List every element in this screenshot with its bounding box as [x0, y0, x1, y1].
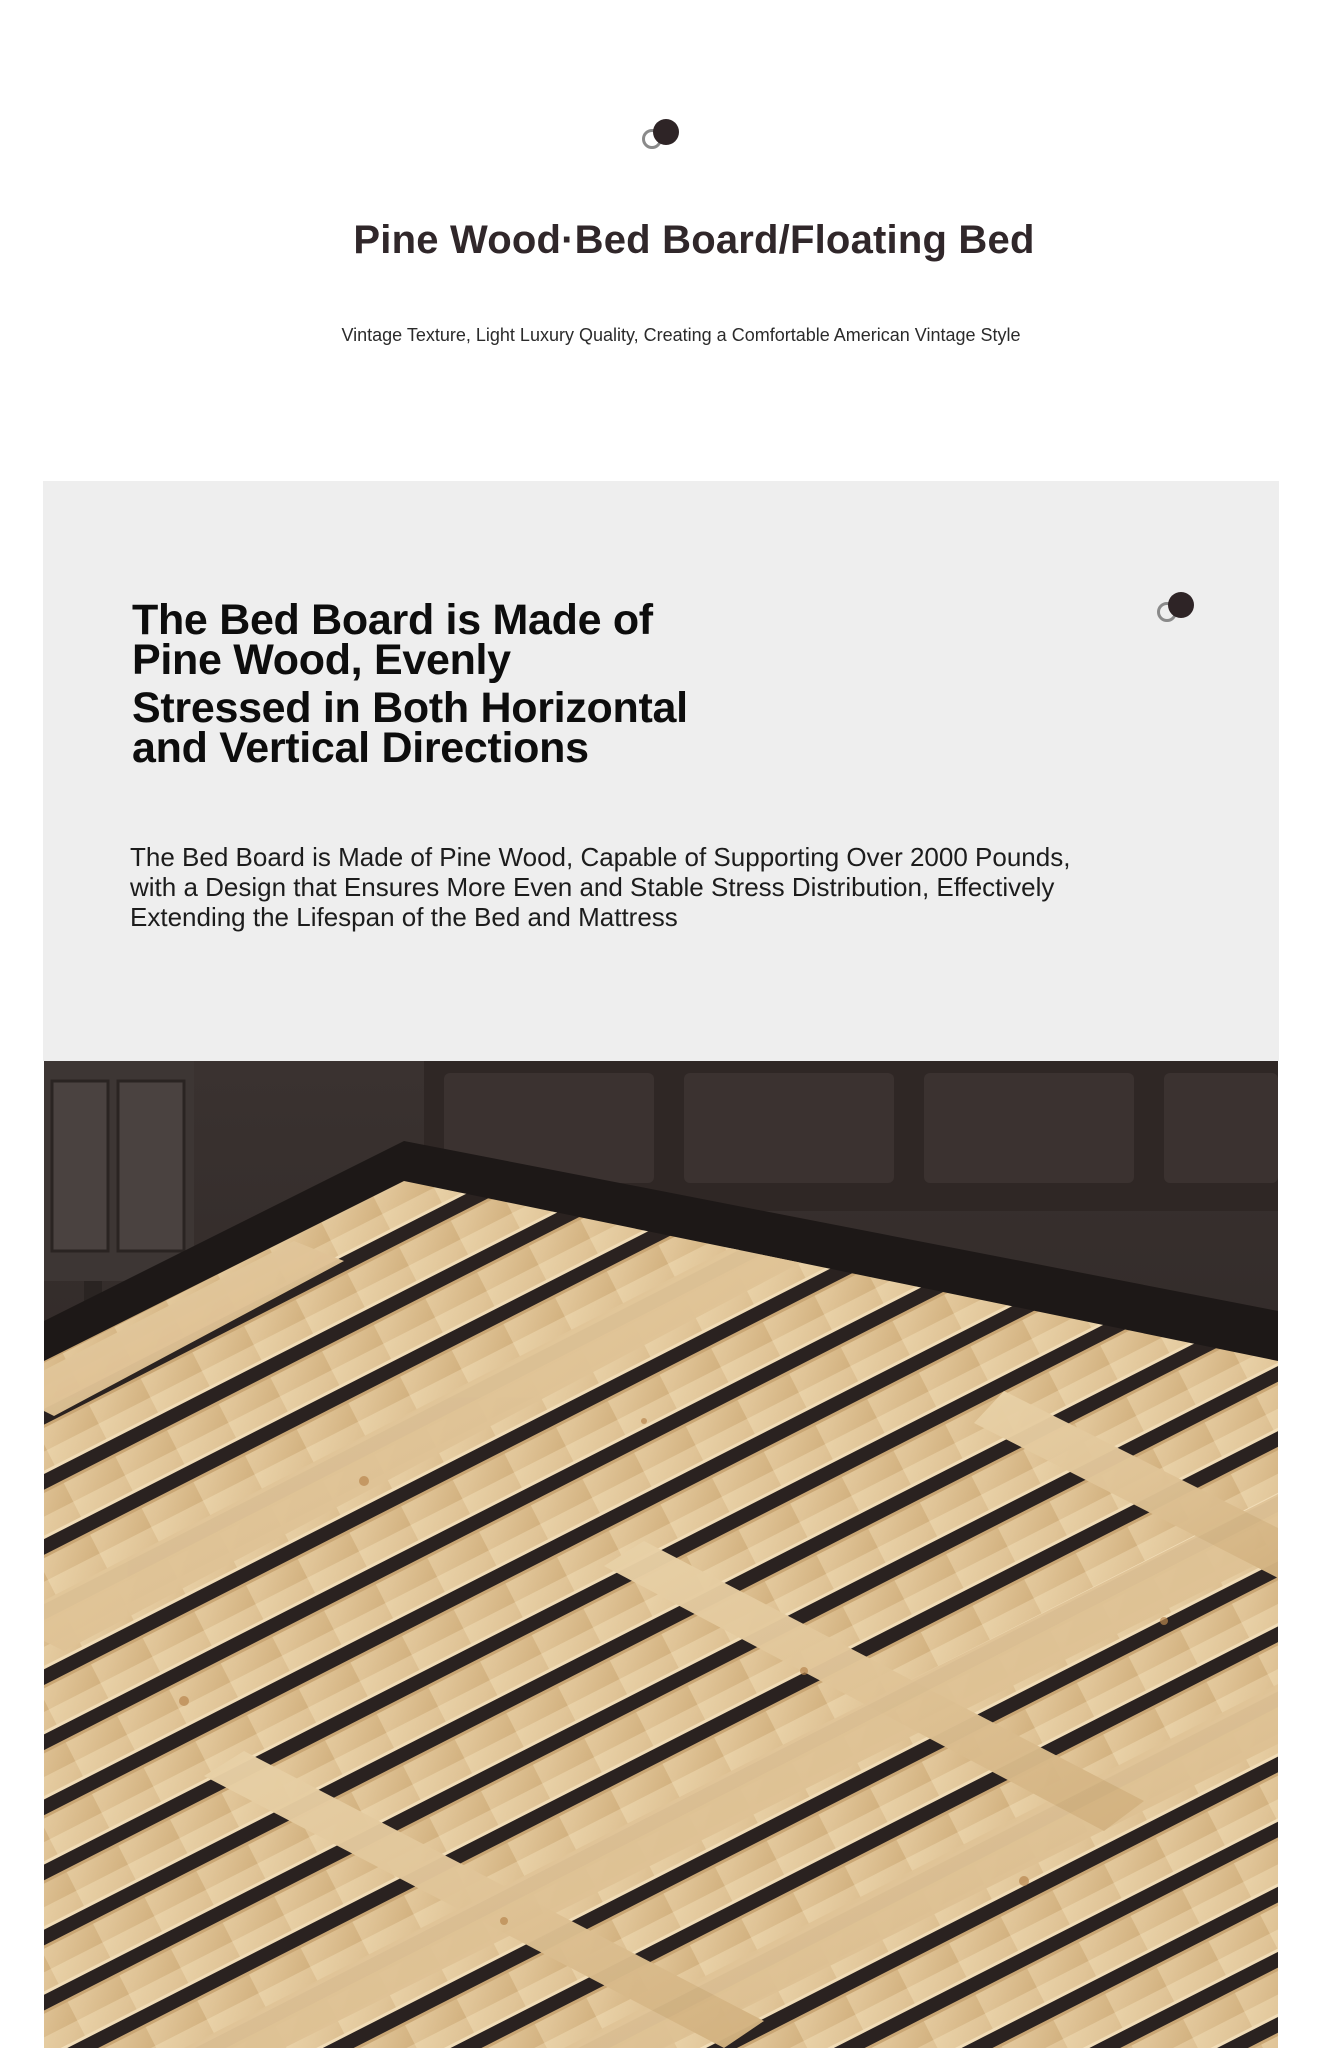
filled-dot-icon [1168, 592, 1194, 618]
two-dots-icon [1157, 592, 1197, 632]
feature-heading-line: The Bed Board is Made of [132, 596, 653, 644]
headboard-panel [1164, 1073, 1278, 1183]
feature-heading-line: Pine Wood, Evenly [132, 636, 511, 684]
two-dots-icon [642, 119, 682, 159]
bed-board-illustration [44, 1061, 1278, 2048]
feature-description: The Bed Board is Made of Pine Wood, Capable of Supporting Over 2000 Pounds, with a Design that Ensures More Even and Stable Stress Distribution, Effectively Extending the Lifespan of the Bed and Mattress [130, 842, 1071, 932]
nightstand-door [52, 1081, 108, 1251]
page-title: Pine Wood·Bed Board/Floating Bed [353, 218, 1035, 262]
feature-heading-line: and Vertical Directions [132, 724, 589, 772]
bed-board-photo [44, 1061, 1278, 2048]
nightstand-door [118, 1081, 184, 1251]
header-section [0, 0, 1322, 420]
feature-heading [132, 596, 752, 772]
filled-dot-icon [653, 119, 679, 145]
feature-heading-line: Stressed in Both Horizontal [132, 684, 688, 732]
headboard-panel [684, 1073, 894, 1183]
page-subtitle: Vintage Texture, Light Luxury Quality, Creating a Comfortable American Vintage Style [341, 325, 1021, 345]
feature-panel [43, 481, 1279, 1061]
headboard-panel [924, 1073, 1134, 1183]
